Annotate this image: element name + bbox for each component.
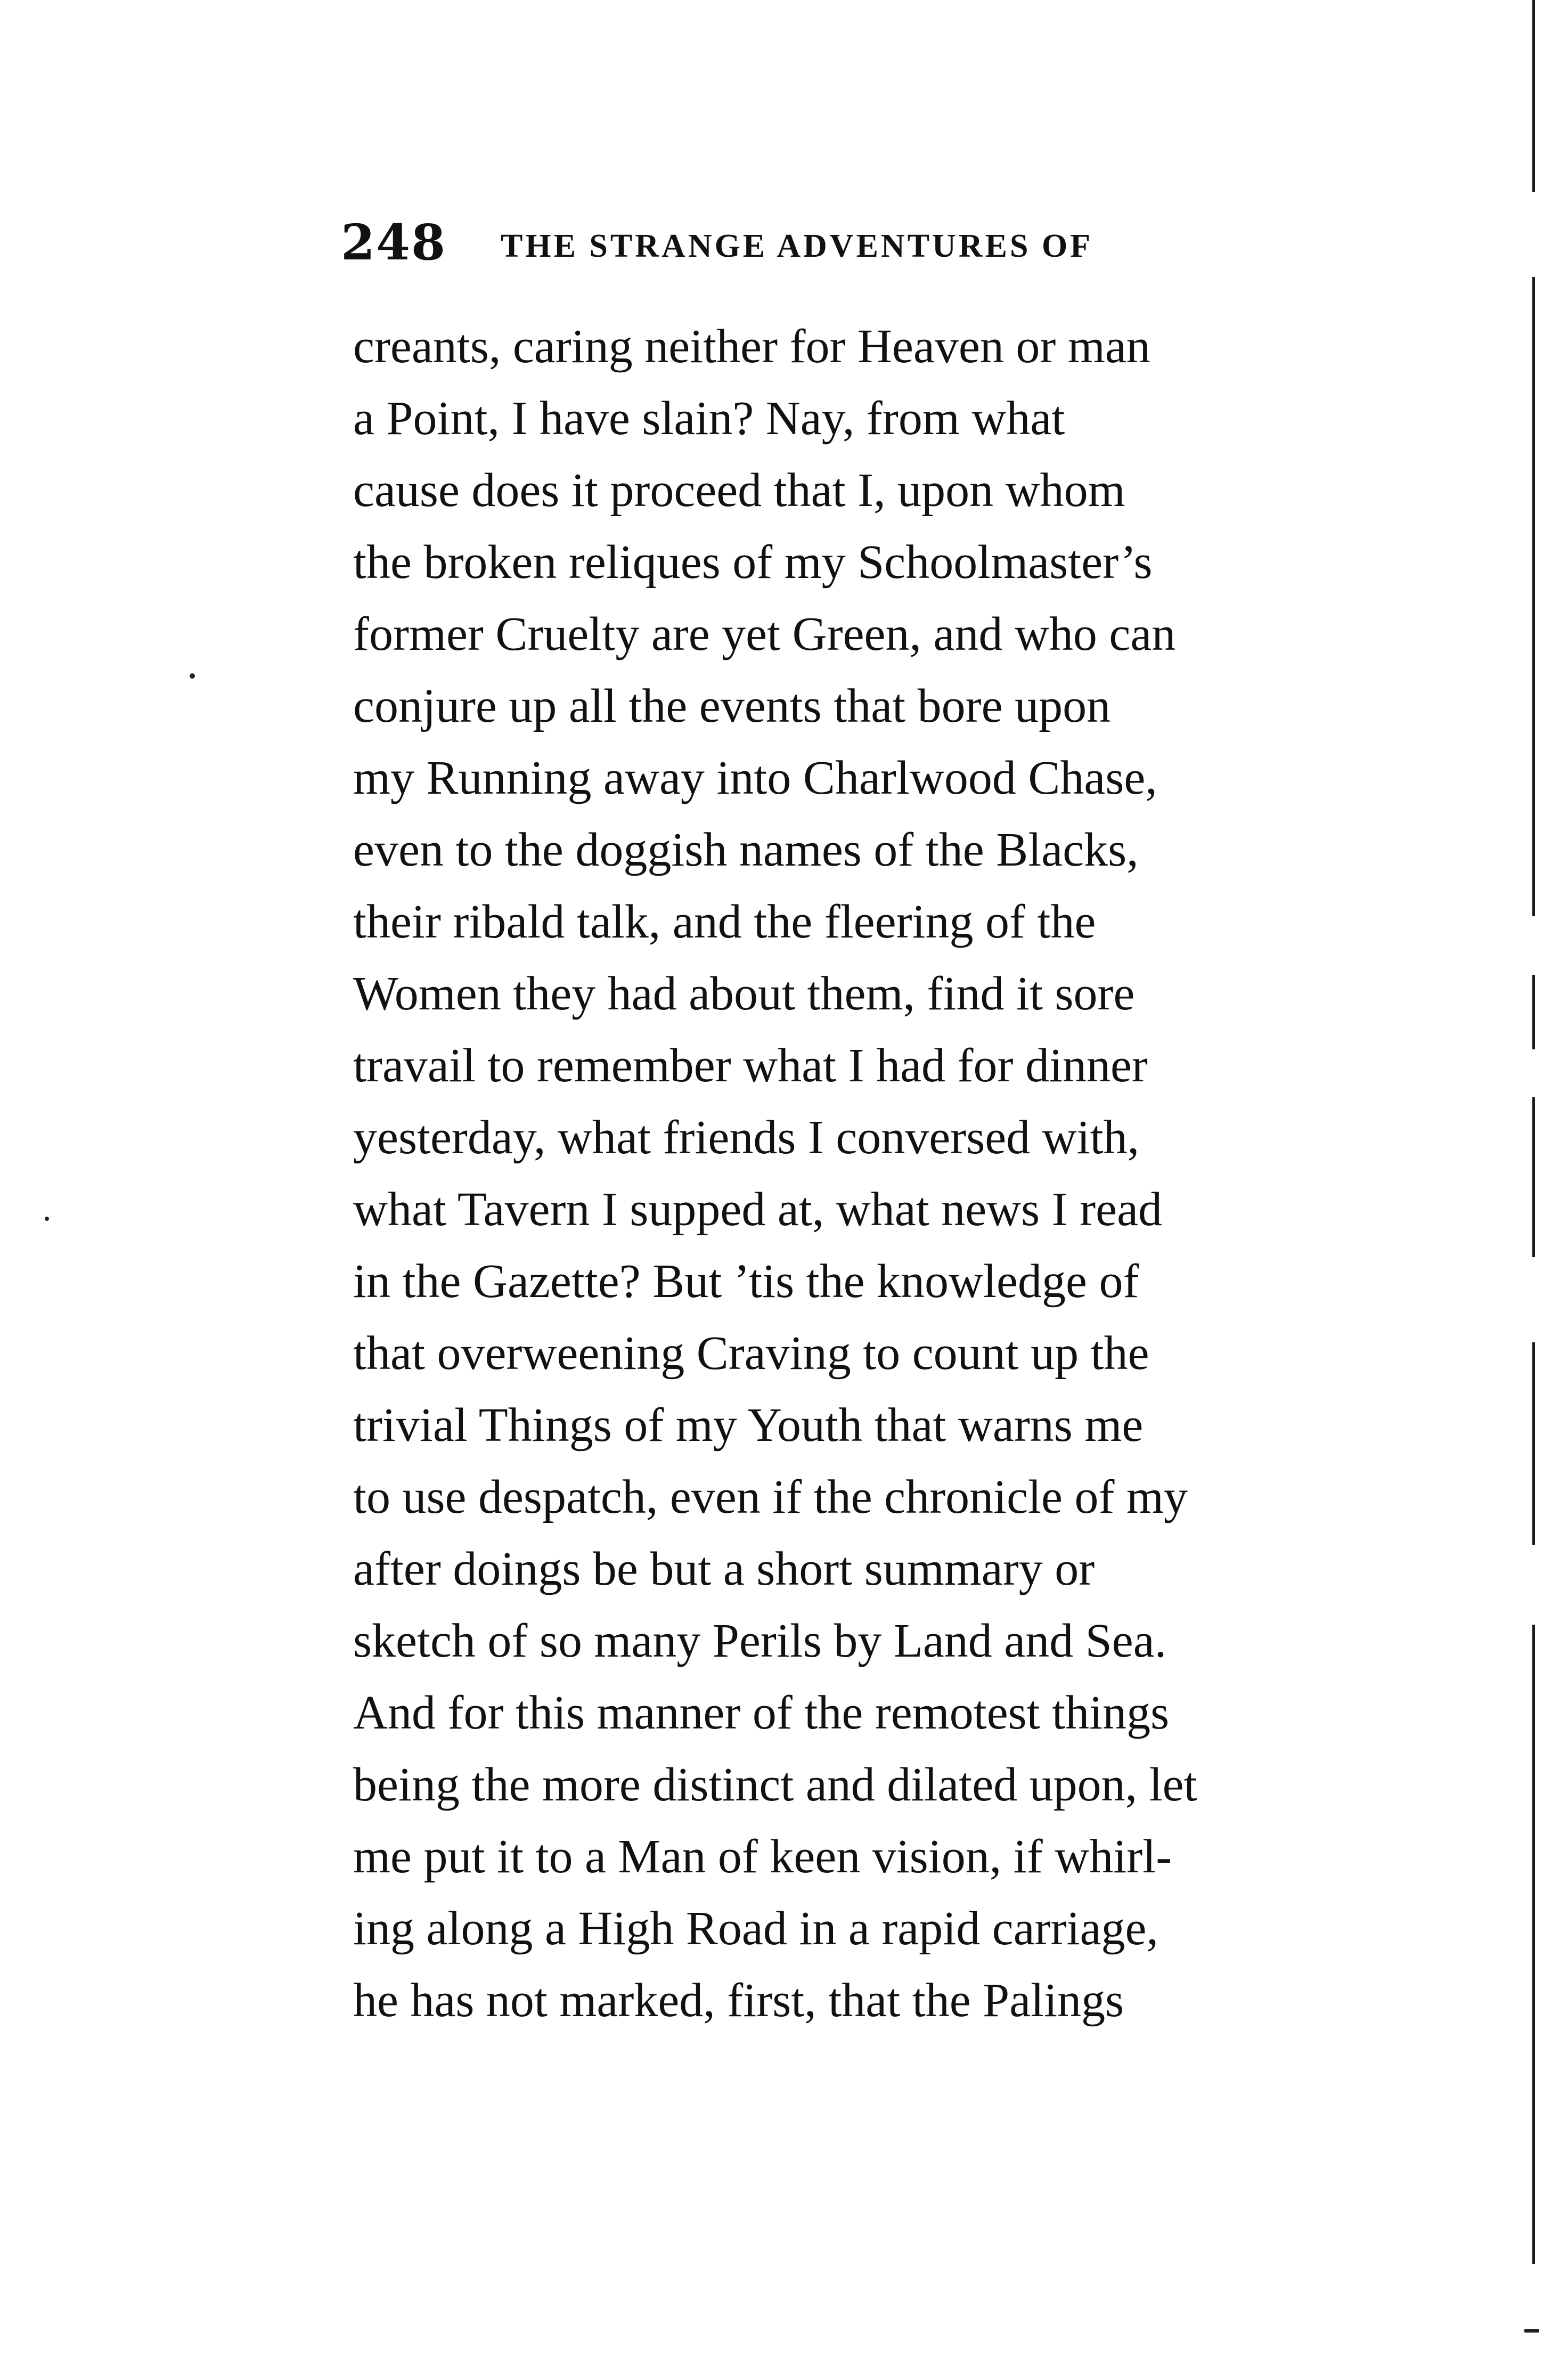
scan-edge-rule [1532, 277, 1535, 916]
text-line: being the more distinct and dilated upon, let [353, 1758, 1197, 1811]
text-line: that overweening Craving to count up the [353, 1327, 1149, 1380]
running-title: THE STRANGE ADVENTURES OF [501, 228, 1093, 264]
scan-speck [45, 1217, 49, 1221]
text-line: former Cruelty are yet Green, and who can [353, 608, 1176, 661]
scan-speck [1524, 2329, 1539, 2333]
text-line: after doings be but a short summary or [353, 1543, 1095, 1595]
text-line: he has not marked, first, that the Palings [353, 1974, 1124, 2027]
text-line: Women they had about them, find it sore [353, 967, 1135, 1020]
scan-edge-rule [1532, 1625, 1535, 2264]
body-text [353, 311, 1312, 2036]
text-line: the broken reliques of my Schoolmaster’s [353, 536, 1153, 589]
text-line: their ribald talk, and the fleering of the [353, 895, 1096, 948]
text-line: cause does it proceed that I, upon whom [353, 464, 1125, 517]
text-line: in the Gazette? But ’tis the knowledge of [353, 1255, 1139, 1308]
text-line: to use despatch, even if the chronicle of my [353, 1471, 1188, 1523]
text-line: trivial Things of my Youth that warns me [353, 1399, 1144, 1452]
text-line: conjure up all the events that bore upon [353, 680, 1111, 732]
text-line: even to the doggish names of the Blacks, [353, 824, 1139, 876]
scan-edge-rule [1532, 1097, 1535, 1257]
scan-edge-rule [1532, 0, 1535, 192]
text-line: travail to remember what I had for dinner [353, 1039, 1148, 1092]
text-line: my Running away into Charlwood Chase, [353, 752, 1157, 804]
text-line: a Point, I have slain? Nay, from what [353, 392, 1065, 445]
text-line: me put it to a Man of keen vision, if whirl- [353, 1830, 1172, 1883]
running-head [341, 213, 1310, 272]
text-line: And for this manner of the remotest things [353, 1686, 1170, 1739]
text-line: creants, caring neither for Heaven or man [353, 320, 1150, 373]
text-line: ing along a High Road in a rapid carriage, [353, 1902, 1158, 1955]
scan-edge-rule [1532, 1342, 1535, 1545]
scan-speck [190, 673, 195, 679]
text-line: yesterday, what friends I conversed with, [353, 1111, 1140, 1164]
text-line: sketch of so many Perils by Land and Sea. [353, 1615, 1167, 1667]
page-number: 248 [341, 214, 447, 271]
scan-edge-rule [1532, 975, 1535, 1049]
text-line: what Tavern I supped at, what news I read [353, 1183, 1163, 1236]
